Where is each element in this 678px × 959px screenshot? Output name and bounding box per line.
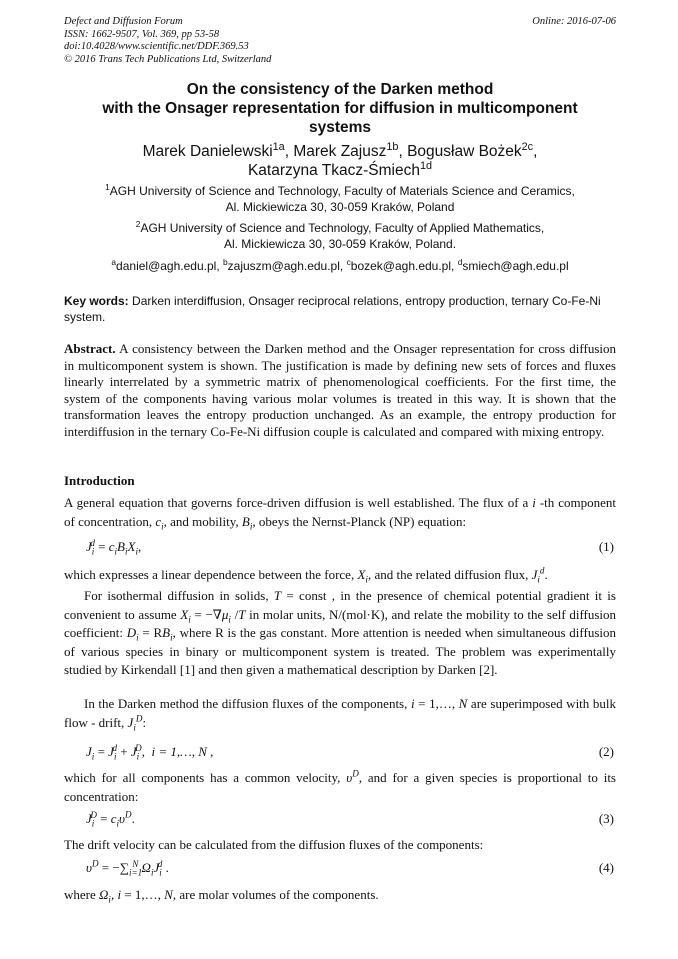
affiliation-1 (64, 183, 616, 215)
text-run: , obeys the Nernst-Planck (NP) equation: (252, 513, 467, 529)
text-run: , and the related diffusion flux, (367, 567, 532, 582)
title-line-2: with the Onsager representation for diffusion in multicomponent (102, 100, 578, 117)
affiliation-line: Al. Mickiewicza 30, 30-059 Kraków, Poland. (223, 237, 457, 251)
keywords-label: Key words: (64, 294, 129, 308)
intro-paragraph-3 (64, 587, 616, 680)
email-link[interactable]: smiech@agh.edu.pl (462, 259, 569, 273)
intro-paragraph-5 (64, 769, 616, 806)
email-sup: d (457, 257, 463, 267)
author-sup: 1d (419, 159, 433, 172)
paper-title (64, 80, 616, 137)
author-sup: 1b (386, 140, 399, 153)
equation-body: $J_i = J_i^d + J_i^D$, i = 1,…, N , (86, 742, 214, 762)
affiliation-line: AGH University of Science and Technology, Faculty of Applied Mathematics, (140, 221, 545, 235)
author-name: Katarzyna Tkacz-Śmiech (247, 162, 420, 179)
affiliation-line: Al. Mickiewicza 30, 30-059 Kraków, Poland (225, 200, 455, 214)
math-var: $J_i^D$ (127, 713, 143, 733)
keywords (64, 293, 616, 325)
equation-2 (64, 744, 616, 766)
text-run: where (64, 887, 100, 902)
math-var: $X_i = -\nabla\mu_i$ /T (180, 606, 246, 625)
equation-1 (64, 539, 616, 561)
equation-3 (64, 811, 616, 833)
author-name: Marek Danielewski (142, 143, 273, 160)
equation-body: $J_i^d = c_iB_iX_i$, (86, 537, 142, 557)
math-var: T (273, 588, 282, 603)
abstract-label: Abstract. (64, 341, 116, 356)
equation-number: (4) (598, 860, 614, 875)
text-run: are superimposed with bulk flow - drift, (64, 696, 616, 730)
math-var: i (532, 495, 536, 510)
intro-paragraph-4: In the Darken method the diffusion fluxes of the components, i = 1,…, N are superimposed with bulk flow - drift, $J_i^D$: (64, 696, 616, 733)
text-run: : (142, 714, 147, 730)
affiliation-sup: 2 (135, 219, 141, 229)
intro-paragraph-6: The drift velocity can be calculated from the diffusion fluxes of the components: (64, 837, 484, 852)
text-run: -th component of concentration, (64, 495, 616, 529)
author-sup: 1a (272, 140, 285, 153)
text-run: For isothermal diffusion in solids, (84, 588, 274, 603)
math-var: N (458, 696, 468, 711)
math-var: $X_i$ (357, 567, 368, 585)
math-var: $\Omega_i$, i (99, 887, 122, 905)
equation-number: (3) (598, 811, 614, 826)
text-run: which for all components has a common velocity, (64, 770, 347, 785)
abstract-text: A consistency between the Darken method and the Onsager representation for cross diffusion in multicomponent system is shown. The justification is made by defining new sets of forces and fluxes linearly interrelated by a symmetric matrix of phenomenological coefficients. For the first time, the system of the components having various molar volumes is treated in this way. It is shown that the transformation leaves the entropy production unchanged. As an example, the entropy production for interdiffusion in the ternary Co-Fe-Ni diffusion couple is calculated and compared with mixing entropy. (64, 341, 616, 439)
text-run: In the Darken method the diffusion fluxes of the components, (84, 696, 411, 711)
section-heading: Introduction (64, 473, 135, 488)
math-var: $D_i = RB_i$ (126, 625, 173, 643)
math-var: $B_i$ (241, 513, 253, 532)
journal-name: Defect and Diffusion Forum (64, 16, 183, 27)
email-link[interactable]: daniel@agh.edu.pl (116, 259, 217, 273)
math-var: $c_i$ (155, 513, 164, 532)
text-run: , where R is the gas constant. More attention is needed when simultaneous diffusion of various species in binary or multicomponent system is treated. The problem was experimentally studied by Kirkendall [1] and then given a mathematical description by Darken [2]. (64, 625, 616, 677)
text-run: , and for a given species is proportional to its concentration: (64, 770, 616, 804)
text-run: = const , in the presence of chemical potential gradient it is convenient to assume (64, 588, 616, 622)
email-list: $^a$daniel@agh.edu.pl, $^b$zajuszm@agh.edu.pl, $^c$bozek@agh.edu.pl, $^d$smiech@agh.edu.pl (111, 257, 569, 273)
text-run: . (544, 567, 548, 582)
email-link[interactable]: zajuszm@agh.edu.pl (227, 259, 340, 273)
math-var: $J_i^d$ (531, 565, 545, 585)
email-sup: a (111, 257, 117, 267)
text-run: , and relate the mobility to the self diffusion coefficient: (64, 606, 617, 640)
title-line-1: On the consistency of the Darken method (186, 81, 494, 98)
text-run: A general equation that governs force-driven diffusion is well established. The flux of a (64, 495, 533, 510)
equation-range: i = 1,…, N (151, 744, 207, 759)
keywords-text: Darken interdiffusion, Onsager reciprocal relations, entropy production, ternary Co-Fe-Ni system. (64, 294, 601, 324)
text-run: in molar units, (245, 606, 329, 622)
email-sup: b (222, 257, 228, 267)
intro-paragraph-2 (64, 566, 616, 585)
email-link[interactable]: bozek@agh.edu.pl (350, 259, 452, 273)
doi-line: doi:10.4028/www.scientific.net/DDF.369.53 (64, 41, 249, 52)
math-var: N (164, 887, 173, 902)
author-name: Marek Zajusz (293, 143, 387, 160)
math-units: N/(mol·K) (329, 606, 385, 622)
issn-line: ISSN: 1662-9507, Vol. 369, pp 53-58 (64, 28, 220, 40)
text-run: which expresses a linear dependence between the force, (64, 567, 358, 582)
journal-header (64, 16, 616, 66)
abstract (64, 341, 616, 441)
equation-number: (1) (598, 539, 614, 554)
affiliation-sup: 1 (105, 182, 110, 192)
equation-body: $J_i^D = c_i\upsilon^D$. (86, 809, 135, 829)
equation-body: $\upsilon^D = -\sum_{i=1}^N$ $\Omega_iJ_i^d$ . (86, 858, 169, 878)
intro-paragraph-1 (64, 494, 616, 531)
title-line-3: systems (308, 119, 372, 136)
text-run: , are molar volumes of the components. (172, 887, 379, 902)
affiliation-line: AGH University of Science and Technology, Faculty of Materials Science and Ceramics, (109, 184, 575, 198)
text-run: , and mobility, (163, 513, 242, 529)
email-sup: c (346, 257, 351, 267)
intro-paragraph-7: where $\Omega_i$, i = 1,…, N, are molar volumes of the components. (64, 887, 379, 905)
author-sup: 2c (521, 140, 534, 153)
affiliation-2 (64, 220, 616, 252)
author-list: Marek Danielewski$^{1a}$, Marek Zajusz$^{1b}$, Bogusław Bożek$^{2c}$, Katarzyna Tkacz-Śmiech$^{1d}$ (142, 140, 538, 179)
equation-number: (2) (598, 744, 614, 759)
equation-4 (64, 860, 616, 882)
math-var: $\upsilon^D$ (346, 768, 359, 785)
math-var: i (410, 696, 415, 711)
online-date: Online: 2016-07-06 (532, 16, 616, 27)
author-name: Bogusław Bożek (407, 143, 522, 160)
copyright-line: © 2016 Trans Tech Publications Ltd, Switzerland (64, 53, 272, 65)
